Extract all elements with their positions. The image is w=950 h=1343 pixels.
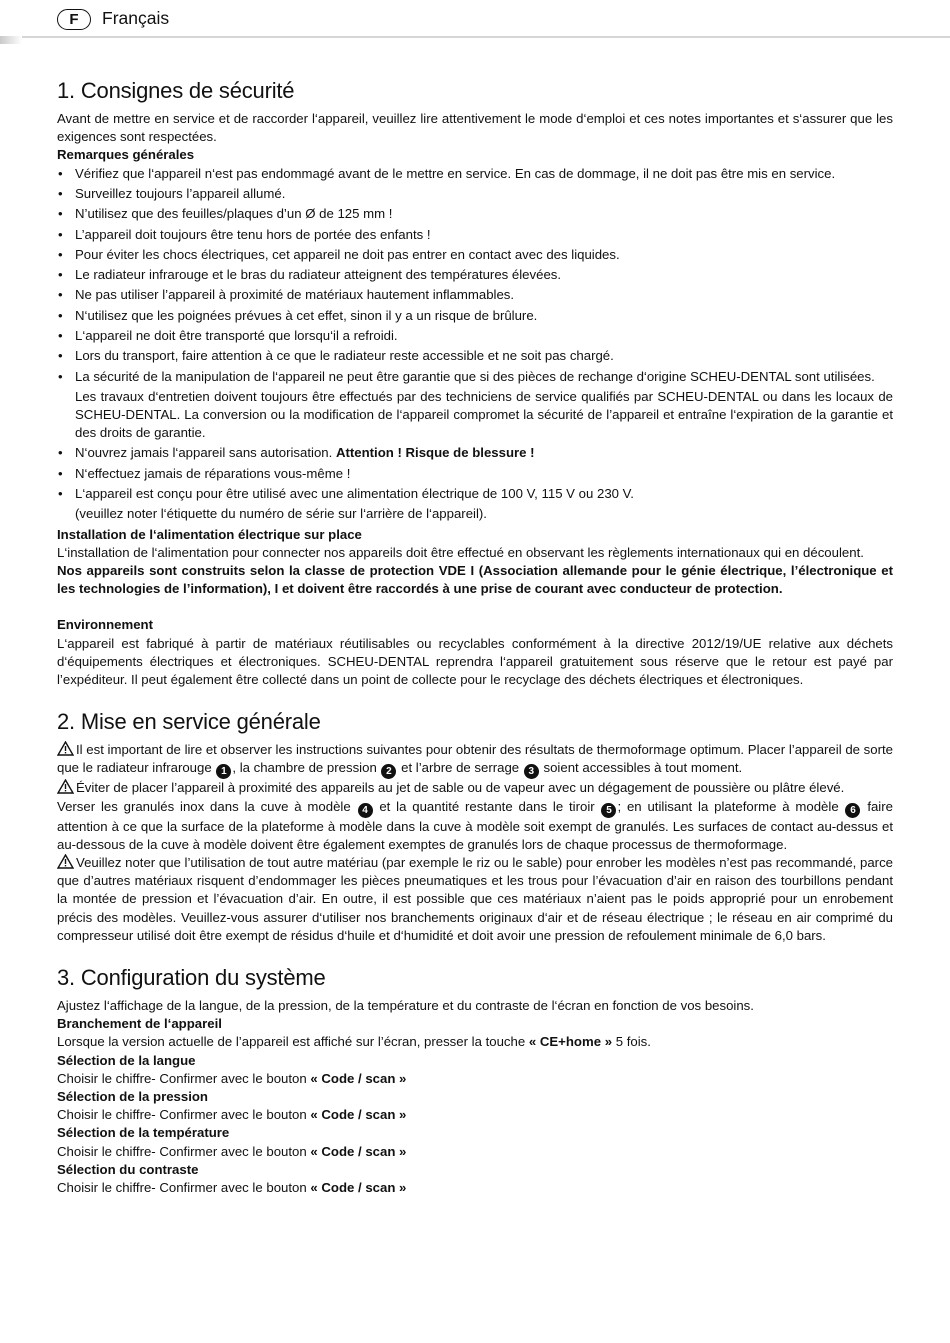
installation-text: L‘installation de l‘alimentation pour connecter nos appareils doit être effectué en observant les règlements internationaux qui en découlent. [57,544,864,560]
list-item-text: La sécurité de la manipulation de l‘appareil ne peut être garantie que si des pièces de rechange d‘origine SCHEU-DENTAL sont utilisées. [75,368,875,384]
marker-5: 5 [601,803,616,818]
installation-bold-text [57,562,893,598]
para-text: Choisir le chiffre- Confirmer avec le bouton [57,1107,307,1123]
section-2-para-4 [57,854,893,945]
language-selection-heading: Sélection de la langue [57,1052,196,1068]
list-item: • Vérifiez que l‘appareil n‘est pas endommagé avant de le mettre en service. En cas de dommage, il ne doit pas être mis en service. [57,165,893,183]
list-item: • Ne pas utiliser l’appareil à proximité de matériaux hautement inflammables. [57,286,893,304]
para-text: , la chambre de pression [232,760,377,776]
para-text: faire attention à ce que la surface de la plateforme à modèle dans la cuve à modèle soit exempt de granulés. Les surfaces de contact au-dessus et au-dessous de la cuve à modèle doivent être également exemptes de granulés lors de chaque processus de thermoformage. [57,798,893,852]
para-text: Choisir le chiffre- Confirmer avec le bouton [57,1143,307,1159]
pressure-selection-text [57,1106,893,1124]
section-3-intro: Ajustez l‘affichage de la langue, de la pression, de la température et du contraste de l‘écran en fonction de vos besoins. [57,998,754,1014]
spacer [57,689,893,709]
general-remarks-heading: Remarques générales [57,147,195,163]
list-item: • N’utilisez que des feuilles/plaques d’un Ø de 125 mm ! [57,205,893,223]
warning-triangle-icon [57,779,74,794]
list-item: • N‘effectuez jamais de réparations vous-même ! [57,465,893,483]
header-divider [0,36,950,38]
para-text: Choisir le chiffre- Confirmer avec le bouton [57,1070,307,1086]
para-text: Veuillez noter que l’utilisation de tout autre matériau (par exemple le riz ou le sable) pour enrober les modèles n’est pas recommandé, parce que d’autres matériaux risquent d’endommager les pièces pneumatiques et les trous pour l’évacuation d’air en raison des tourbillons pendant la montée de pression et l’évacuation d’air. En outre, il est possible que ces matériaux n’aient pas le poids approprié pour un enrobement précis des modèles. Veuillez-vous assurer d‘utiliser nos branchements originaux d‘air et de réseau électrique ; le réseau en air comprimé du compresseur utilisé doit être exempt de résidus d‘huile et d‘humidité et doit avoir une pression de refoulement minimale de 6,0 bars. [57,855,893,943]
section-2-para-3 [57,798,893,854]
code-scan-key: « Code / scan » [310,1107,407,1123]
section-1-intro: Avant de mettre en service et de raccorder l‘appareil, veuillez lire attentivement le mode d‘emploi et ces notes importantes et s‘assurer que les exigences sont respectées. [57,111,893,145]
para-text: Verser les granulés inox dans la cuve à modèle [57,798,351,814]
section-3-title: 3. Configuration du système [57,965,326,991]
marker-6: 6 [845,803,860,818]
list-item-continuation: Les travaux d‘entretien doivent toujours être effectués par des techniciens de service qualifiés par SCHEU-DENTAL ou dans les locaux de SCHEU-DENTAL. La conversion ou la modification de l‘appareil compromet la sécurité de l’appareil et entraîne l‘expiration de la garantie et des droits de garantie. [75,388,893,441]
list-item [57,444,893,462]
page-header [0,0,950,44]
code-scan-key: « Code / scan » [310,1070,407,1086]
warning-triangle-icon [57,741,74,756]
pressure-selection-heading: Sélection de la pression [57,1089,208,1105]
list-item: • Le radiateur infrarouge et le bras du radiateur atteignent des températures élevées. [57,266,893,284]
document-body [57,78,893,1197]
para-text: soient accessibles à tout moment. [543,760,743,776]
safety-list [57,165,893,524]
list-item [57,485,893,523]
list-item: • Pour éviter les chocs électriques, cet appareil ne doit pas entrer en contact avec des liquides. [57,246,893,264]
list-item: • L‘appareil ne doit être transporté que lorsqu‘il a refroidi. [57,327,893,345]
list-item-text: L‘appareil est conçu pour être utilisé avec une alimentation électrique de 100 V, 115 V ou 230 V. [75,486,634,502]
environment-heading: Environnement [57,617,153,633]
para-text: Lorsque la version actuelle de l’appareil est affiché sur l’écran, presser la touche [57,1034,526,1050]
marker-3: 3 [524,764,539,779]
list-item [57,368,893,443]
code-scan-key: « Code / scan » [310,1143,407,1159]
para-text: et l’arbre de serrage [401,760,520,776]
protection-class-note: Nos appareils sont construits selon la classe de protection VDE I (Association allemande pour le génie électrique, l’électronique et les technologies de l’information), I et doivent être raccordés à une prise de courant avec conducteur de protection. [57,562,893,597]
language-label: Français [102,8,170,28]
installation-heading: Installation de l‘alimentation électrique sur place [57,526,362,542]
para-text: 5 fois. [615,1034,651,1050]
para-text: Choisir le chiffre- Confirmer avec le bouton [57,1180,307,1196]
environment-text: L‘appareil est fabriqué à partir de matériaux réutilisables ou recyclables conformément à la directive 2012/19/UE relative aux déchets d‘équipements électriques et électroniques. SCHEU-DENTAL reprendra l‘appareil gratuitement sous réserve que le retour est payé par l’expéditeur. Il peut également être collecté dans un point de collecte pour le recyclage des déchets électriques et électroniques. [57,635,893,687]
spacer [57,598,893,616]
temperature-selection-heading: Sélection de la température [57,1125,230,1141]
header-shade [0,36,22,44]
marker-4: 4 [358,803,373,818]
list-item-text: N‘ouvrez jamais l‘appareil sans autorisation. [75,445,333,461]
code-scan-key: « Code / scan » [310,1180,407,1196]
list-item: • Lors du transport, faire attention à ce que le radiateur reste accessible et ne soit pas chargé. [57,347,893,365]
language-selection-text [57,1070,893,1088]
connection-text [57,1033,893,1051]
list-item: • L’appareil doit toujours être tenu hors de portée des enfants ! [57,226,893,244]
ce-home-key: « CE+home » [528,1034,613,1050]
list-item: • Surveillez toujours l’appareil allumé. [57,185,893,203]
spacer [57,945,893,965]
contrast-selection-heading: Sélection du contraste [57,1161,199,1177]
section-2-title: 2. Mise en service générale [57,709,321,735]
marker-2: 2 [381,764,396,779]
connection-heading: Branchement de l‘appareil [57,1016,222,1032]
list-item: • N‘utilisez que les poignées prévues à cet effet, sinon il y a un risque de brûlure. [57,307,893,325]
para-text: Éviter de placer l’appareil à proximité des appareils au jet de sable ou de vapeur avec un dégagement de poussière ou plâtre élevé. [76,780,845,796]
contrast-selection-text [57,1179,893,1197]
section-1-title: 1. Consignes de sécurité [57,78,295,103]
list-item-continuation: (veuillez noter l‘étiquette du numéro de série sur l‘arrière de l‘appareil). [75,506,487,522]
para-text: et la quantité restante dans le tiroir [379,798,595,814]
section-2-para-1 [57,741,893,779]
section-2-para-2 [57,779,893,797]
warning-triangle-icon [57,854,74,869]
language-badge: F [57,9,91,30]
temperature-selection-text [57,1143,893,1161]
para-text: ; en utilisant la plateforme à modèle [617,798,839,814]
injury-warning: Attention ! Risque de blessure ! [335,445,535,461]
marker-1: 1 [216,764,231,779]
para-text: Il est important de lire et observer les instructions suivantes pour obtenir des résultats de thermoformage optimum. Placer l’appareil de sorte que le radiateur infrarouge [57,742,893,776]
